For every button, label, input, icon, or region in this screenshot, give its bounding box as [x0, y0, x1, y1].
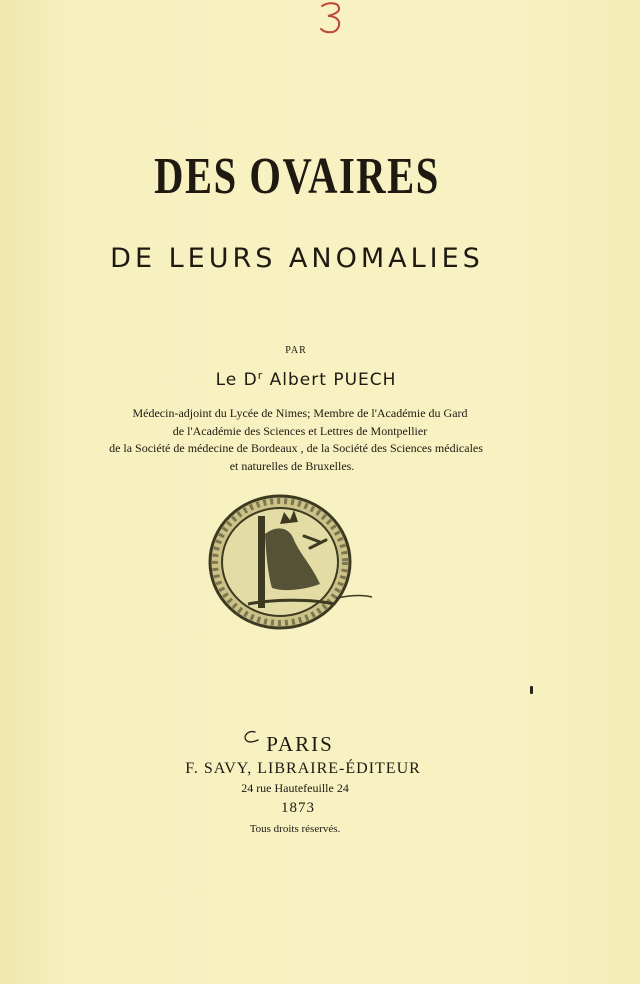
pencil-page-number — [318, 0, 346, 38]
book-subtitle: DE LEURS ANOMALIES — [110, 243, 484, 274]
author-credential-line: et naturelles de Bruxelles. — [229, 459, 355, 473]
book-title: DES OVAIRES — [154, 148, 440, 205]
author-name: Albert PUECH — [269, 370, 397, 390]
publisher-address: 24 rue Hautefeuille 24 — [241, 781, 349, 795]
author-credential-line: de la Société de médecine de Bordeaux , de la Société des Sciences médicales — [109, 441, 483, 455]
author-credential-line: de l'Académie des Sciences et Lettres de Montpellier — [172, 424, 428, 438]
author-prefix: Le D — [215, 370, 258, 390]
publisher-name: F. SAVY, LIBRAIRE-ÉDITEUR — [185, 760, 421, 777]
author-prefix-sup: r — [257, 369, 264, 382]
author-line — [0, 369, 612, 390]
by-label: PAR — [285, 345, 307, 356]
publication-city: PARIS — [266, 732, 334, 756]
library-stamp-seal-icon — [208, 494, 374, 632]
ink-speck — [530, 686, 533, 694]
publication-year: 1873 — [281, 800, 315, 816]
author-credential-line: Médecin-adjoint du Lycée de Nimes; Membre de l'Académie du Gard — [132, 406, 468, 420]
rights-notice: Tous droits réservés. — [249, 823, 341, 835]
